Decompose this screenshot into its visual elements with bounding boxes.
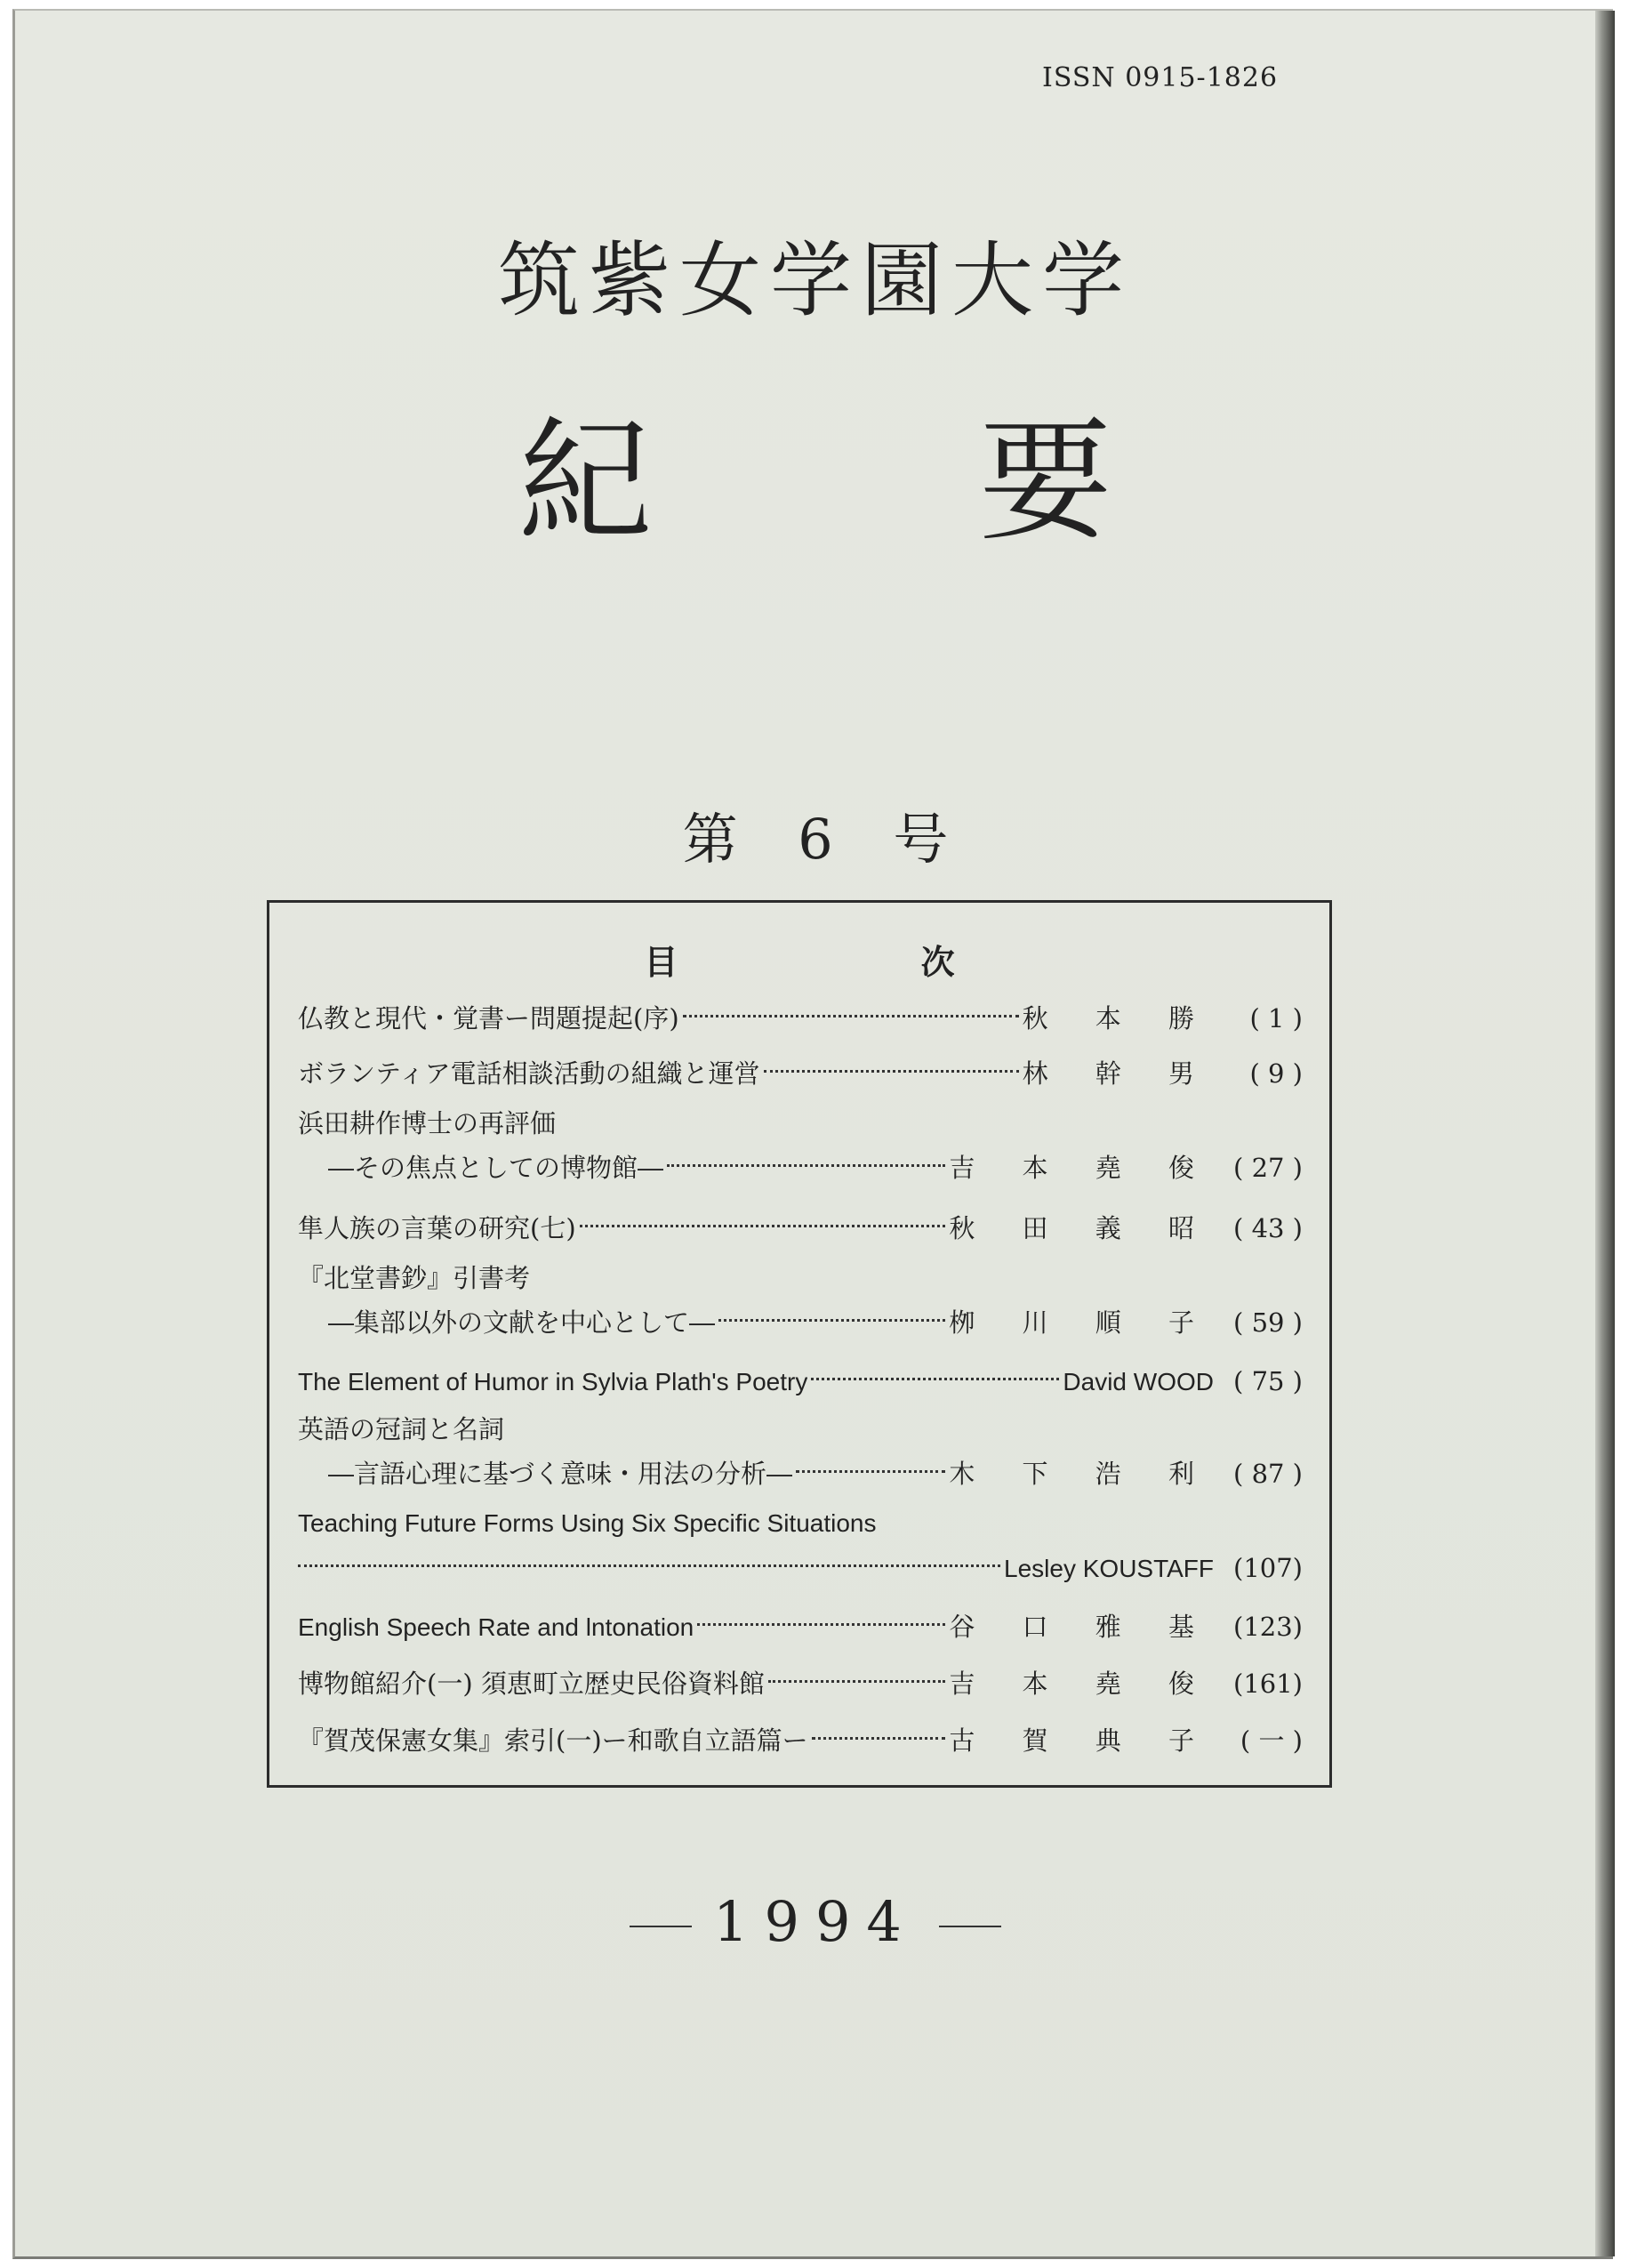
toc-entry <box>298 1202 1303 1246</box>
leader-dots <box>811 1355 1059 1390</box>
entry-author: Lesley KOUSTAFF <box>1004 1555 1214 1582</box>
toc-entry <box>298 1506 1303 1587</box>
entry-page: ( 43 ) <box>1233 1213 1303 1243</box>
entry-author: 栁 川 順 子 <box>949 1307 1214 1338</box>
entry-author: 林 幹 男 <box>1022 1058 1214 1089</box>
dash-right <box>939 1926 1001 1927</box>
entry-title: 隼人族の言葉の研究(七) <box>298 1213 576 1243</box>
toc-entry <box>298 1047 1303 1091</box>
entry-author: David WOOD <box>1063 1368 1214 1395</box>
entry-page: ( 27 ) <box>1233 1153 1303 1183</box>
toc-entry <box>298 1657 1303 1701</box>
entry-subtitle: ―集部以外の文献を中心として― <box>328 1307 716 1338</box>
entry-title: Teaching Future Forms Using Six Specific Situations <box>298 1509 877 1537</box>
toc-entry <box>298 1106 1303 1186</box>
leader-dots <box>718 1296 945 1331</box>
entry-title: 浜田耕作博士の再評価 <box>298 1108 557 1138</box>
entry-subtitle: ―その焦点としての博物館― <box>328 1153 664 1183</box>
leader-dots <box>298 1541 1000 1577</box>
entry-author: 吉 本 堯 俊 <box>949 1669 1214 1699</box>
entry-page: ( 75 ) <box>1233 1366 1303 1396</box>
journal-title: 紀 要 <box>518 405 1255 559</box>
entry-page: ( 一 ) <box>1240 1725 1303 1756</box>
entry-page: ( 1 ) <box>1249 1003 1303 1033</box>
entry-page: ( 59 ) <box>1233 1307 1303 1338</box>
leader-dots <box>667 1141 945 1177</box>
issn-number: ISSN 0915-1826 <box>1042 62 1279 93</box>
entry-page: (123) <box>1233 1612 1303 1642</box>
table-of-contents <box>267 900 1332 1788</box>
entry-title: 『賀茂保憲女集』索引(一)ー和歌自立語篇ー <box>298 1725 808 1756</box>
entry-author: 木 下 浩 利 <box>949 1459 1214 1489</box>
entry-author: 谷 口 雅 基 <box>949 1612 1214 1642</box>
entry-author: 吉 本 堯 俊 <box>949 1153 1214 1183</box>
toc-entry <box>298 1714 1303 1758</box>
leader-dots <box>812 1714 946 1749</box>
entry-title: ボランティア電話相談活動の組織と運営 <box>298 1058 760 1089</box>
entry-page: ( 87 ) <box>1233 1459 1303 1489</box>
entry-page: (107) <box>1233 1553 1303 1583</box>
leader-dots <box>580 1202 946 1237</box>
leader-dots <box>768 1657 945 1693</box>
publication-year <box>15 1889 1616 1954</box>
toc-entry <box>298 1355 1303 1400</box>
toc-entry <box>298 1411 1303 1492</box>
entry-title: 『北堂書鈔』引書考 <box>298 1263 531 1293</box>
leader-dots <box>697 1600 945 1636</box>
toc-entry <box>298 992 1303 1036</box>
toc-entry <box>298 1260 1303 1340</box>
entry-title: 英語の冠詞と名詞 <box>298 1414 505 1444</box>
entry-subtitle: ―言語心理に基づく意味・用法の分析― <box>328 1459 793 1489</box>
toc-entry <box>298 1600 1303 1645</box>
issue-number: 第 6 号 <box>682 807 949 872</box>
entry-author: 古 賀 典 子 <box>949 1725 1214 1756</box>
university-name: 筑紫女学園大学 <box>497 233 1133 328</box>
entry-title: The Element of Humor in Sylvia Plath's Poetry <box>298 1368 808 1395</box>
leader-dots <box>764 1047 1019 1082</box>
entry-title: 博物館紹介(一) 須恵町立歴史民俗資料館 <box>298 1669 765 1699</box>
entry-author: 秋 本 勝 <box>1022 1003 1214 1033</box>
toc-heading: 目 次 <box>644 943 1071 982</box>
year-text: 1994 <box>713 1889 918 1954</box>
entry-title: English Speech Rate and lntonation <box>298 1613 694 1641</box>
entry-author: 秋 田 義 昭 <box>949 1213 1214 1243</box>
entry-title: 仏教と現代・覚書ー問題提起(序) <box>298 1003 679 1033</box>
journal-cover <box>12 9 1613 2259</box>
entry-page: (161) <box>1233 1669 1303 1699</box>
leader-dots <box>683 992 1019 1027</box>
leader-dots <box>796 1447 945 1483</box>
dash-left <box>630 1926 692 1927</box>
entry-page: ( 9 ) <box>1249 1058 1303 1089</box>
